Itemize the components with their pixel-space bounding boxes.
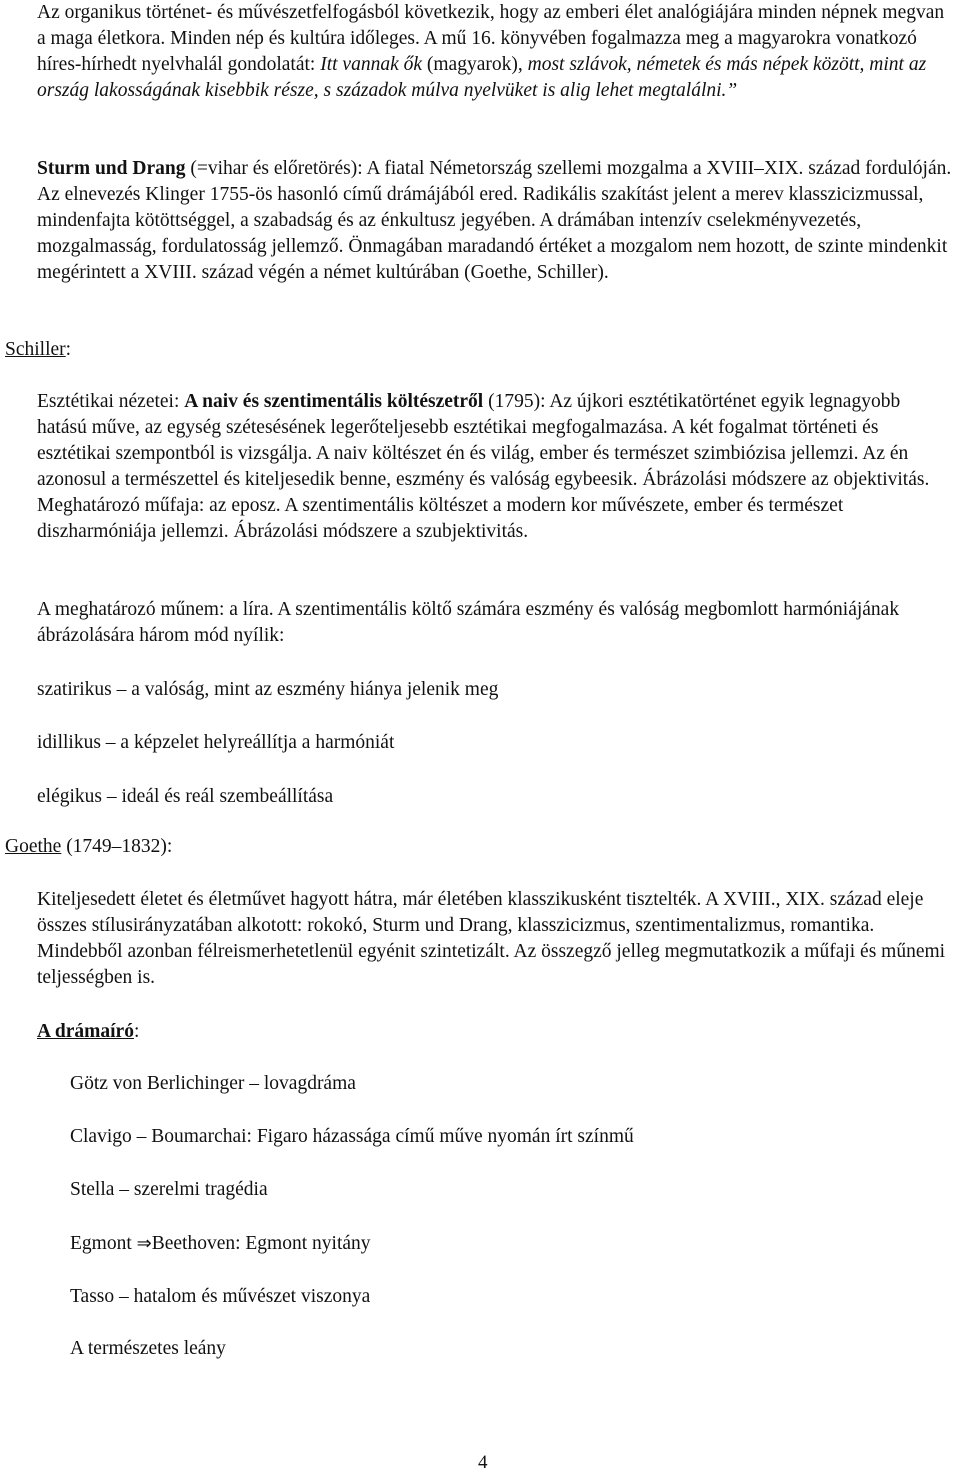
work-item [70,1231,930,1257]
schiller-lyric-paragraph [37,597,952,649]
dramatist-heading-colon: : [133,1021,140,1042]
mode-idyllic-text: idillikus – a képzelet helyreállítja a harmóniát [37,732,395,753]
mode-elegiac [37,784,917,810]
mode-satirical [37,677,917,703]
work-egmont: Egmont [70,1233,137,1254]
schiller-lyric-text: A meghatározó műnem: a líra. A szentimentális költő számára eszmény és valóság megbomlott harmóniájának ábrázolására három mód nyílik: [37,599,900,646]
work-natural-daughter: A természetes leány [70,1338,226,1359]
work-clavigo: Clavigo – Boumarchai: Figaro házassága című műve nyomán írt színmű [70,1126,634,1147]
goethe-dates: (1749–1832): [61,836,173,857]
mode-satirical-text: szatirikus – a valóság, mint az eszmény hiánya jelenik meg [37,679,499,700]
work-item [70,1071,930,1097]
intro-middle-text: (magyarok), [422,54,528,75]
goethe-text: Kiteljesedett életet és életművet hagyott hátra, már életében klasszikusként tisztelték. A XVIII., XIX. század eleje összes stílusirányzatában alkotott: rokokó, Sturm und Drang, klasszicizmus, szentimentalizmus, romantika. Mindebből azonban félreismerhetetlenül egyénit szintetizált. Az összegző jelleg megmutatkozik a műfaji és műnemi teljességben is. [37,889,946,988]
schiller-heading-label: Schiller [5,339,66,360]
mode-idyllic [37,730,917,756]
goethe-paragraph [37,887,952,991]
schiller-aesthetics-paragraph [37,389,952,545]
schiller-aesthetics-text: (1795): Az újkori esztétikatörténet egyik legnagyobb hatású műve, az egység szétesésének legerőteljesebb esztétikai megfogalmazása. A két fogalmat történeti és esztétikai szempontból is vizsgálja. A naiv költészet én és világ, ember és természet szimbiózisa jellemzi. Az én azonosul a természettel és kiteljesedik benne, eszmény és valóság egybeesik. Ábrázolási módszere az objektivitás. Meghatározó műfaja: az eposz. A szentimentális költészet a modern kor művészete, ember és természet diszharmóniája jellemzi. Ábrázolási módszere a szubjektivitás. [37,391,930,542]
schiller-heading [5,337,71,363]
sturm-und-drang-text: (=vihar és előretörés): A fiatal Németország szellemi mozgalma a XVIII–XIX. század fordulóján. Az elnevezés Klinger 1755-ös hasonló című drámájából ered. Radikális szakítást jelent a merev klasszicizmussal, mindenfajta kötöttséggel, a szabadság és az énkultusz jegyében. A drámában intenzív cselekményvezetés, mozgalmasság, fordulatosság jellemző. Önmagában maradandó értéket a mozgalom nem hozott, de szinte mindenkit megérintett a XVIII. század végén a német kultúrában (Goethe, Schiller). [37,158,952,283]
quote-part-b: most szlávok, németek és más népek között, mint az ország lakosságának kisebbik része, s századok múlva nyelvüket is alig lehet megtalálni.” [37,54,927,101]
work-tasso: Tasso – hatalom és művészet viszonya [70,1286,371,1307]
quote-part-a: Itt vannak ők [320,54,423,75]
mode-elegiac-text: elégikus – ideál és reál szembeállítása [37,786,334,807]
work-stella: Stella – szerelmi tragédia [70,1179,268,1200]
work-item [70,1284,930,1310]
schiller-heading-colon: : [65,339,72,360]
sturm-und-drang-term: Sturm und Drang [37,158,186,179]
work-gotz: Götz von Berlichinger – lovagdráma [70,1073,356,1094]
work-item [70,1124,930,1150]
dramatist-heading-label: A drámaíró [37,1021,134,1042]
schiller-aesthetics-intro: Esztétikai nézetei: [37,391,185,412]
work-item [70,1177,930,1203]
page-number: 4 [478,1452,488,1473]
work-item [70,1336,930,1362]
goethe-heading [5,834,172,860]
intro-paragraph [37,0,949,104]
schiller-essay-title: A naiv és szentimentális költészetről [184,391,484,412]
dramatist-heading [37,1019,952,1045]
intro-text: Az organikus történet- és művészetfelfogásból következik, hogy az emberi élet analógiájára minden népnek megvan a maga életkora. Minden nép és kultúra időleges. A mű 16. könyvében fogalmazza meg a magyarokra vonatkozó híres-hírhedt nyelvhalál gondolatát: [37,2,945,75]
goethe-heading-label: Goethe [5,836,62,857]
work-egmont-beethoven: Beethoven: Egmont nyitány [151,1233,371,1254]
sturm-und-drang-paragraph [37,156,952,286]
implies-arrow-icon: ⇒ [136,1233,152,1254]
